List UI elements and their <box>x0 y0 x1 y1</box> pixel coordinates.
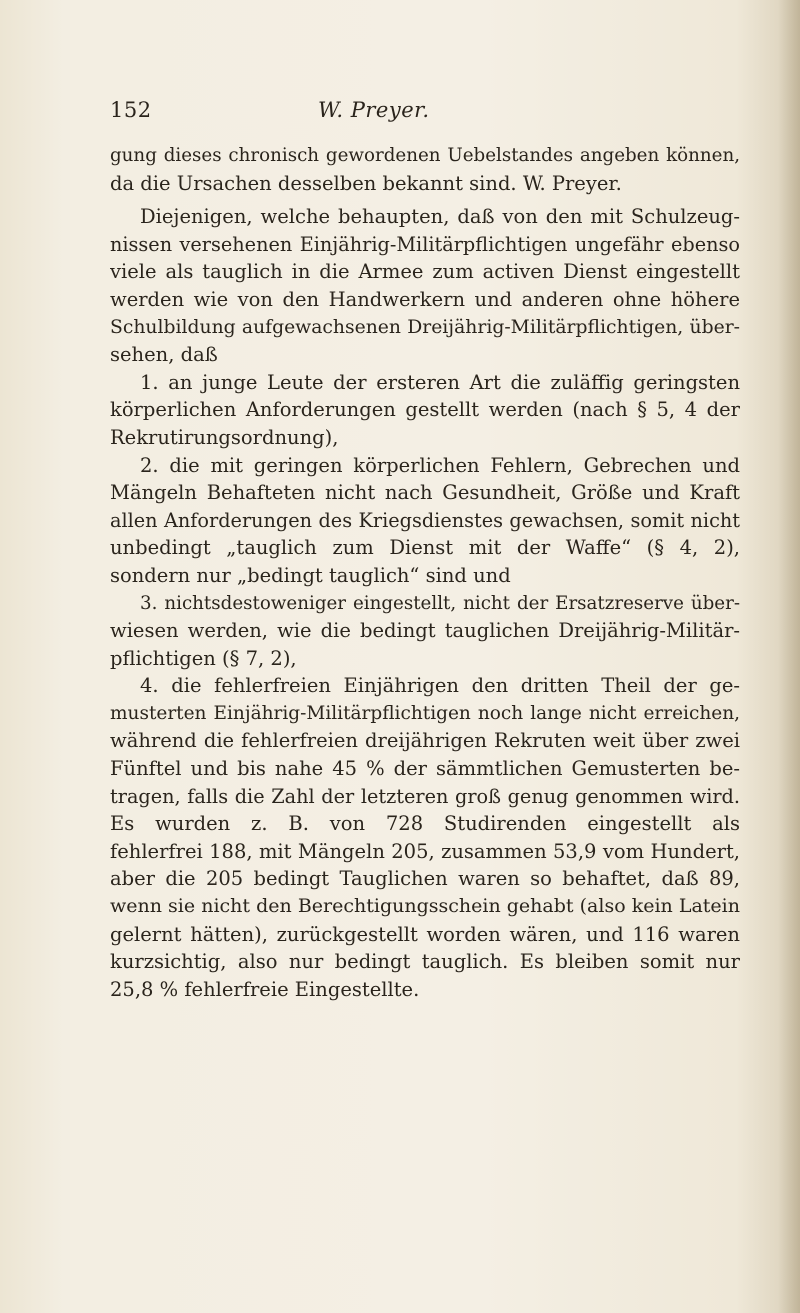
text-line: Schulbildung aufgewachsenen Dreijährig-Militärpflichtigen, über- <box>110 316 740 338</box>
text-line: unbedingt „tauglich zum Dienst mit der Waffe“ (§ 4, 2), <box>110 536 740 560</box>
text-line: 4. die fehlerfreien Einjährigen den dritten Theil der ge- <box>140 674 740 698</box>
text-line: aber die 205 bedingt Tauglichen waren so behaftet, daß 89, <box>110 867 740 891</box>
text-line: Rekrutirungsordnung), <box>110 425 339 449</box>
text-line: pflichtigen (§ 7, 2), <box>110 646 297 670</box>
page-number: 152 <box>110 98 152 122</box>
text-line: fehlerfrei 188, mit Mängeln 205, zusammen 53,9 vom Hundert, <box>110 839 740 863</box>
list-item <box>110 590 740 673</box>
paragraph-continuation <box>110 142 740 197</box>
text-line: gung dieses chronisch gewordenen Uebelstandes angeben können, <box>110 145 740 166</box>
text-line: sondern nur „bedingt tauglich“ sind und <box>110 563 511 587</box>
text-line: Es wurden z. B. von 728 Studirenden eingestellt als <box>110 812 740 836</box>
page-header <box>110 98 710 128</box>
text-line: da die Ursachen desselben bekannt sind. W. Preyer. <box>110 171 622 195</box>
text-line: Diejenigen, welche behaupten, daß von den mit Schulzeug- <box>140 205 740 229</box>
text-line: nissen versehenen Einjährig-Militärpflichtigen ungefähr ebenso <box>110 232 740 256</box>
text-line: werden wie von den Handwerkern und anderen ohne höhere <box>110 287 740 311</box>
text-line: gelernt hätten), zurückgestellt worden wären, und 116 waren <box>110 922 740 946</box>
list-item <box>110 672 740 1003</box>
text-line: wenn sie nicht den Berechtigungsschein gehabt (also kein Latein <box>110 895 740 918</box>
page-edge-shadow <box>778 0 800 1313</box>
list-item <box>110 452 740 590</box>
text-line: sehen, daß <box>110 343 218 367</box>
running-head: W. Preyer. <box>318 98 430 122</box>
text-line: viele als tauglich in die Armee zum activen Dienst eingestellt <box>110 260 740 284</box>
text-line: Mängeln Behafteten nicht nach Gesundheit, Größe und Kraft <box>110 481 740 505</box>
text-line: 3. nichtsdestoweniger eingestellt, nicht der Ersatzreserve über- <box>140 592 740 614</box>
text-line: tragen, falls die Zahl der letzteren groß genug genommen wird. <box>110 784 740 808</box>
text-line: musterten Einjährig-Militärpflichtigen noch lange nicht erreichen, <box>110 702 740 724</box>
text-line: allen Anforderungen des Kriegsdienstes gewachsen, somit nicht <box>110 508 740 532</box>
text-line: 25,8 % fehlerfreie Eingestellte. <box>110 977 420 1001</box>
text-line: Fünftel und bis nahe 45 % der sämmtlichen Gemusterten be- <box>110 757 740 781</box>
text-line: während die fehlerfreien dreijährigen Rekruten weit über zwei <box>110 729 740 753</box>
text-line: körperlichen Anforderungen gestellt werden (nach § 5, 4 der <box>110 398 740 422</box>
paragraph <box>110 203 740 369</box>
text-line: wiesen werden, wie die bedingt tauglichen Dreijährig-Militär- <box>110 619 740 643</box>
list-item <box>110 369 740 452</box>
text-line: kurzsichtig, also nur bedingt tauglich. Es bleiben somit nur <box>110 950 740 974</box>
body-text <box>110 142 740 1003</box>
text-line: 2. die mit geringen körperlichen Fehlern, Gebrechen und <box>140 453 740 477</box>
text-line: 1. an junge Leute der ersteren Art die zuläffig geringsten <box>140 370 740 394</box>
